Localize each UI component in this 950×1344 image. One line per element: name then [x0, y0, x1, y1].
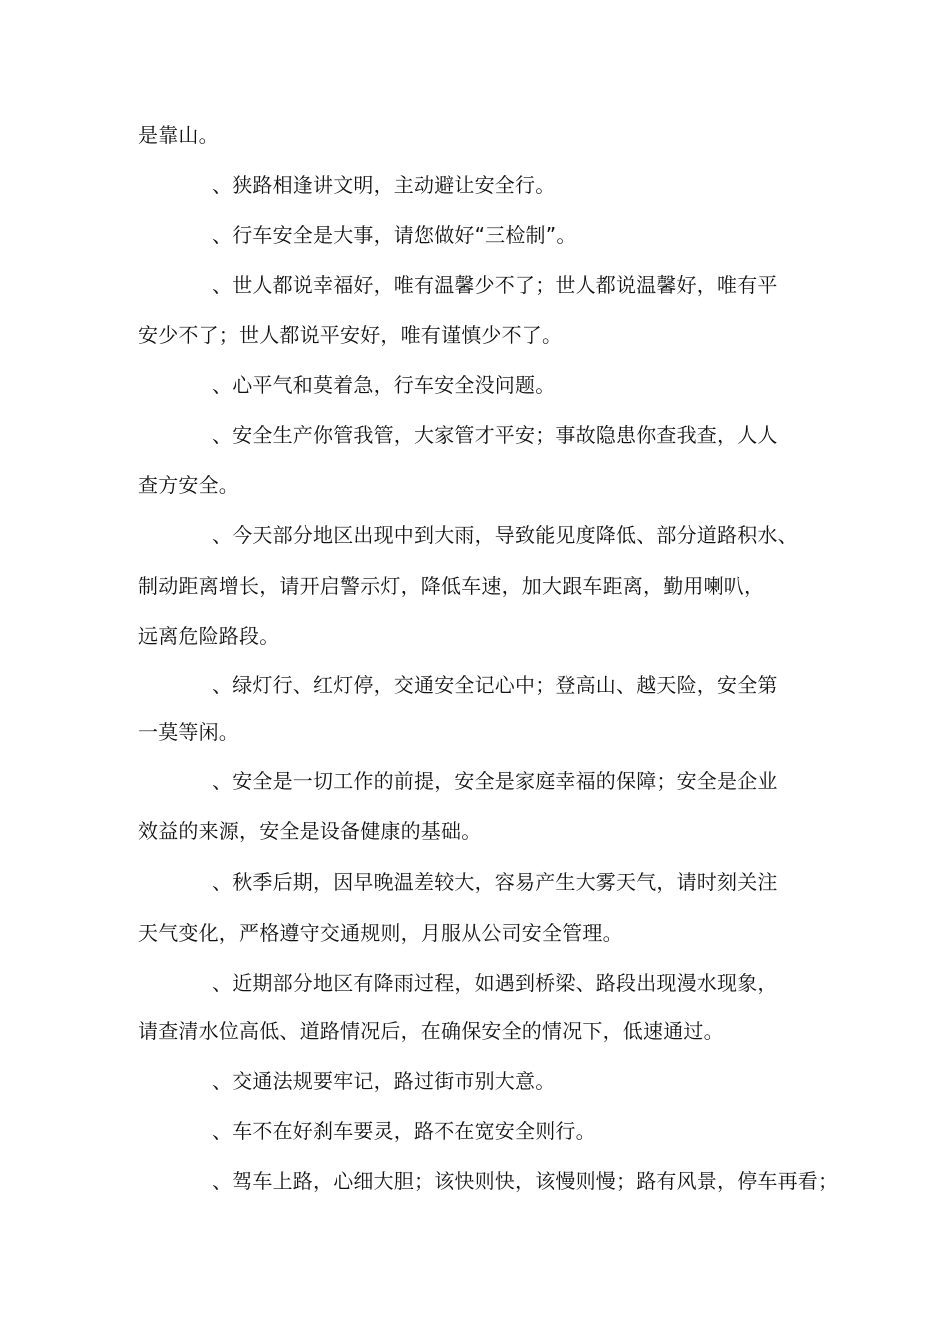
text-line: 、车不在好刹车要灵，路不在宽安全则行。 — [212, 1119, 596, 1143]
text-line: 、今天部分地区出现中到大雨，导致能见度降低、部分道路积水、 — [212, 523, 798, 547]
text-line: 一莫等闲。 — [138, 720, 239, 744]
text-line: 查方安全。 — [138, 473, 239, 497]
text-line: 、绿灯行、红灯停，交通安全记心中；登高山、越天险，安全第 — [212, 673, 778, 697]
text-line: 、狭路相逢讲文明，主动避让安全行。 — [212, 173, 556, 197]
text-line: 、安全是一切工作的前提，安全是家庭幸福的保障；安全是企业 — [212, 769, 778, 793]
text-line: 、近期部分地区有降雨过程，如遇到桥梁、路段出现漫水现象， — [212, 971, 778, 995]
text-line: 、安全生产你管我管，大家管才平安；事故隐患你查我查，人人 — [212, 423, 778, 447]
text-line: 是靠山。 — [138, 123, 219, 147]
text-line: 天气变化，严格遵守交通规则，月服从公司安全管理。 — [138, 921, 623, 945]
text-line: 安少不了；世人都说平安好，唯有谨慎少不了。 — [138, 323, 563, 347]
text-line: 请查清水位高低、道路情况后，在确保安全的情况下，低速通过。 — [138, 1019, 724, 1043]
text-line: 、行车安全是大事，请您做好“三检制”。 — [212, 223, 577, 247]
text-line: 、交通法规要牢记，路过街市别大意。 — [212, 1069, 556, 1093]
text-line: 、心平气和莫着急，行车安全没问题。 — [212, 373, 556, 397]
text-line: 制动距离增长，请开启警示灯，降低车速，加大跟车距离，勤用喇叭， — [138, 574, 765, 598]
text-line: 远离危险路段。 — [138, 624, 280, 648]
text-line: 、驾车上路，心细大胆；该快则快，该慢则慢；路有风景，停车再看； — [212, 1169, 839, 1193]
text-line: 效益的来源，安全是设备健康的基础。 — [138, 819, 482, 843]
text-line: 、世人都说幸福好，唯有温馨少不了；世人都说温馨好，唯有平 — [212, 273, 778, 297]
text-line: 、秋季后期，因早晚温差较大，容易产生大雾天气，请时刻关注 — [212, 870, 778, 894]
